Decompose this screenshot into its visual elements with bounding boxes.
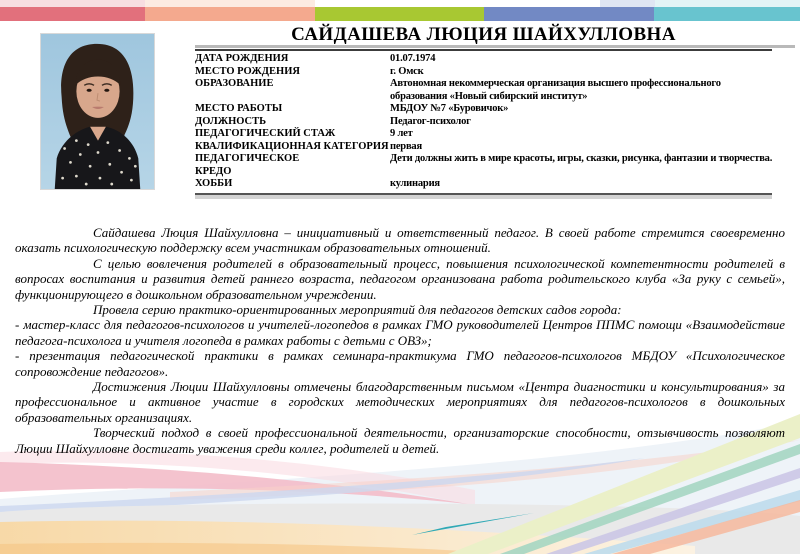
profile-photo [40,33,155,190]
field-label: КРЕДО [195,165,232,177]
field-label: МЕСТО РОЖДЕНИЯ [195,65,300,77]
strip-segment [0,0,145,7]
band-segment [0,7,145,21]
color-band [0,7,800,21]
table-row [195,166,772,179]
field-label: КВАЛИФИКАЦИОННАЯ КАТЕГОРИЯ [195,140,389,152]
bio-paragraph: - презентация педагогической практики в рамках семинара-практикума ГМО педагогов-психологов МБДОУ «Психологическое сопровождение педагогов». [15,348,785,379]
table-row [195,141,772,154]
profile-table [195,49,772,195]
field-label [195,91,390,104]
table-row [195,66,772,79]
band-segment [654,7,800,21]
field-value: г. Омск [390,65,424,77]
bio-paragraph: Провела серию практико-ориентированных мероприятий для педагогов детских садов города: [93,302,622,318]
table-row [195,128,772,141]
photo-eye-right [104,89,109,92]
field-label: ОБРАЗОВАНИЕ [195,78,274,90]
table-row [195,53,772,66]
bio-paragraph: С целью вовлечения родителей в образовательный процесс, повышения психологической компетентности родителей в вопросах воспитания и развития детей раннего возраста, педагогом организована работа родительского клуба «За руку с семьей», функционирующего в дошкольном образовательном учреждении. [15,255,785,302]
strip-segment [145,0,315,7]
band-segment [484,7,654,21]
field-value: 9 лет [390,128,413,140]
field-value: Педагог-психолог [390,115,471,127]
field-value: Автономная некоммерческая организация высшего профессионального [390,78,721,90]
page-title: САЙДАШЕВА ЛЮЦИЯ ШАЙХУЛЛОВНА [291,24,676,45]
title-underline [195,45,795,48]
bio-paragraph: Сайдашева Люция Шайхулловна – инициативный и ответственный педагог. В своей работе стремится своевременно оказать психологическую поддержку всем участникам образовательных отношений. [15,225,785,256]
field-label: ДОЛЖНОСТЬ [195,115,267,127]
table-row [195,116,772,129]
photo-eye-left [87,89,92,92]
bio-paragraph: Творческий подход в своей профессиональной деятельности, организаторские способности, отзывчивость позволяют Люции Шайхулловне достигать уважения среди коллег, родителей и детей. [15,425,785,456]
field-value: первая [390,140,422,152]
field-label: ПЕДАГОГИЧЕСКИЙ СТАЖ [195,128,336,140]
field-label: ХОББИ [195,178,233,190]
field-value: образования «Новый сибирский институт» [390,90,588,102]
table-row [195,178,772,191]
strip-segment [315,0,600,7]
bio-paragraph: - мастер-класс для педагогов-психологов и учителей-логопедов в рамках ГМО руководителей Центров ППМС помощи «Взаимодействие педагога-психолога и учителя логопеда в рамках работы с детьми с ОВЗ»; [15,317,785,348]
table-row [195,78,772,91]
field-value: МБДОУ №7 «Буровичок» [390,103,509,115]
field-value: Дети должны жить в мире красоты, игры, сказки, рисунка, фантазии и творчества. [390,153,773,165]
bio-paragraph: Достижения Люции Шайхулловны отмечены благодарственным письмом «Центра диагностики и консультирования» за профессиональное и активное участие в городских методических мероприятиях для педагогов-психологов в дошкольных образовательных организациях. [15,379,785,425]
field-label: МЕСТО РАБОТЫ [195,103,283,115]
band-segment [145,7,315,21]
field-label: ПЕДАГОГИЧЕСКОЕ [195,153,300,165]
table-row [195,91,772,104]
field-value: кулинария [390,178,440,190]
top-pastel-strip [0,0,800,7]
table-row [195,103,772,116]
bio-text [15,225,785,456]
field-label: ДАТА РОЖДЕНИЯ [195,53,289,64]
strip-segment [600,0,655,7]
field-value: 01.07.1974 [390,53,436,64]
strip-segment [655,0,800,7]
band-segment [315,7,484,21]
table-row [195,153,772,166]
